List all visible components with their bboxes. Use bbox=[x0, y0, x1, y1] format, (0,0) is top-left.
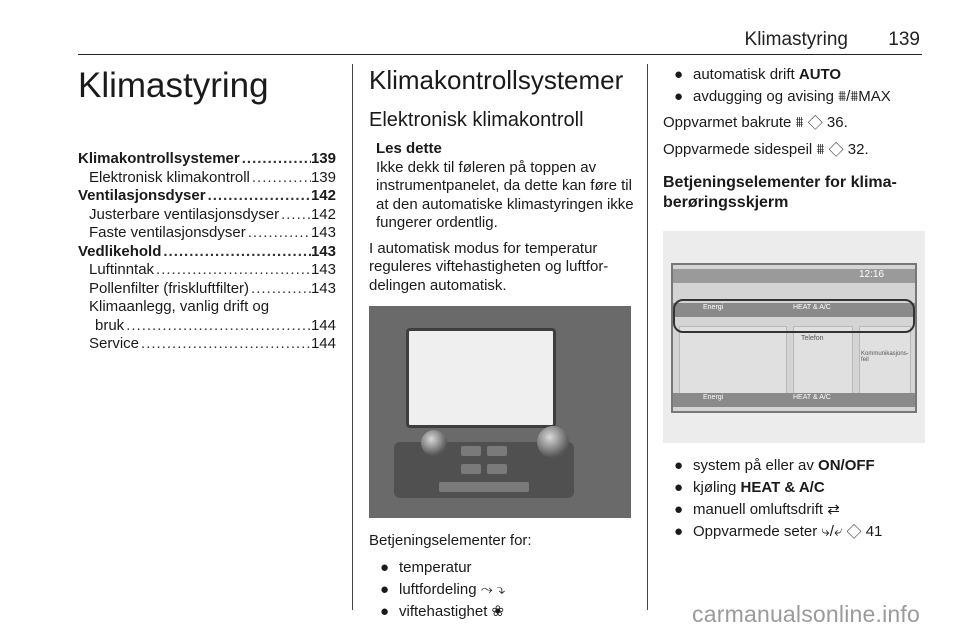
list-item-text: system på eller av bbox=[693, 457, 819, 474]
toc-entry-text: Justerbare ventilasjonsdyser bbox=[89, 205, 280, 223]
touchscreen-heading: Betjeningselementer for klima-berøringsskjerm bbox=[663, 174, 897, 211]
controls-list bbox=[369, 557, 635, 623]
list-item: ● manuell omluftsdrift ⇄ bbox=[663, 499, 928, 521]
toc-entry-text: Ventilasjonsdyser bbox=[78, 187, 206, 204]
intro-paragraph: I automatisk modus for temperatur reguleres viftehastigheten og luftfor-delingen automatisk. bbox=[369, 239, 609, 294]
toc-leader-dots bbox=[279, 206, 311, 225]
toc-entry-page: 144 bbox=[310, 316, 336, 334]
touchscreen-illustration bbox=[663, 231, 925, 443]
toc-entry-page: 143 bbox=[310, 261, 336, 278]
toc-entry-text: Service bbox=[89, 335, 140, 352]
highlight-outline bbox=[673, 299, 915, 333]
list-item: ● system på eller av ON/OFF bbox=[674, 457, 875, 474]
toc-leader-dots bbox=[250, 169, 311, 188]
toc-entry bbox=[78, 169, 336, 188]
right-knob-illustration bbox=[537, 426, 569, 458]
toc-entry-page: 139 bbox=[310, 168, 336, 186]
watermark: carmanualsonline.info bbox=[692, 601, 920, 627]
toc-entry bbox=[78, 224, 336, 243]
list-item: ● kjøling HEAT & A/C bbox=[674, 479, 825, 496]
header-page-number: 139 bbox=[888, 29, 920, 50]
screen-label: Kommunikasjons-feil bbox=[861, 351, 909, 363]
toc-entry-text: Klimaanlegg, vanlig drift og bbox=[89, 298, 270, 315]
toc-entry bbox=[78, 206, 336, 225]
screen-label: Energi bbox=[703, 394, 724, 401]
column-divider-1 bbox=[352, 64, 353, 610]
toc-entry bbox=[78, 335, 336, 354]
toc-entry-page: 139 bbox=[310, 150, 336, 167]
panel-button bbox=[461, 446, 481, 456]
toc-entry-text: Luftinntak bbox=[89, 261, 155, 278]
screen-label: Telefon bbox=[801, 335, 824, 342]
list-item-text: avdugging og avising ⩩/⩩MAX bbox=[693, 88, 891, 105]
toc-entry bbox=[78, 298, 336, 317]
toc-entry-page: 143 bbox=[310, 224, 336, 241]
list-item-bold: AUTO bbox=[798, 66, 842, 83]
toc-leader-dots bbox=[246, 224, 311, 243]
column-divider-2 bbox=[647, 64, 648, 610]
toc-entry bbox=[78, 280, 336, 299]
list-item-bold: ON/OFF bbox=[818, 457, 875, 474]
toc-entry-page: 142 bbox=[310, 187, 336, 204]
list-item-text: temperatur bbox=[399, 558, 472, 576]
toc-entry-page: 144 bbox=[310, 335, 336, 352]
left-column bbox=[78, 64, 336, 354]
toc-leader-dots bbox=[124, 317, 311, 336]
controls-label: Betjeningselementer for: bbox=[369, 532, 532, 549]
list-item: ● viftehastighet ❀ bbox=[369, 601, 635, 623]
toc-entry-page: 143 bbox=[310, 279, 336, 297]
toc-entry-page: 142 bbox=[310, 205, 336, 223]
note-title: Les dette bbox=[376, 140, 442, 157]
list-item: ● avdugging og avising ⩩/⩩MAX bbox=[663, 86, 928, 108]
toc-entry bbox=[78, 261, 336, 280]
panel-button bbox=[461, 464, 481, 474]
left-knob-illustration bbox=[421, 430, 447, 456]
list-item-text: automatisk drift bbox=[693, 66, 799, 83]
list-item-text: kjøling bbox=[693, 479, 741, 496]
climate-panel-photo bbox=[369, 306, 631, 518]
list-item-text: manuell omluftsdrift ⇄ bbox=[693, 501, 840, 518]
toc-entry-text: Elektronisk klimakontroll bbox=[89, 168, 250, 186]
toc-entry-text: Faste ventilasjonsdyser bbox=[89, 224, 246, 241]
toc-entry-page: 143 bbox=[310, 242, 336, 260]
list-item: ● luftfordeling ⤳ ⤵ bbox=[369, 579, 635, 601]
toc-leader-dots bbox=[249, 280, 311, 299]
screen-label: HEAT & A/C bbox=[793, 394, 831, 401]
note-body: Ikke dekk til føleren på toppen av instrumentpanelet, da dette kan føre til at den automatiske klimastyringen ikke fungerer ordentlig. bbox=[376, 158, 634, 231]
mode-list bbox=[663, 64, 928, 108]
header-title: Klimastyring bbox=[744, 29, 848, 50]
list-item: ● Oppvarmede seter ⤷/⤶ ◇ 41 bbox=[663, 521, 928, 543]
list-item-text: Oppvarmede seter ⤷/⤶ ◇ 41 bbox=[693, 523, 883, 540]
toc-leader-dots bbox=[240, 150, 311, 169]
list-item: ● temperatur bbox=[369, 557, 635, 579]
list-item-bold: HEAT & A/C bbox=[740, 479, 825, 496]
toc-entry-text: Pollenfilter (friskluftfilter) bbox=[89, 279, 250, 297]
infotainment-screen-illustration bbox=[406, 328, 556, 428]
list-item: ● automatisk drift AUTO bbox=[674, 66, 842, 83]
rear-window-paragraph: Oppvarmet bakrute ⩩ ◇ 36. bbox=[663, 114, 848, 131]
list-item-text: luftfordeling ⤳ ⤵ bbox=[399, 580, 506, 598]
table-of-contents bbox=[78, 150, 336, 354]
toc-entry bbox=[78, 150, 336, 169]
section-title: Klimakontrollsystemer bbox=[369, 65, 624, 95]
toc-entry-text: Vedlikehold bbox=[78, 242, 162, 260]
screen-time: 12:16 bbox=[859, 269, 885, 280]
toc-leader-dots bbox=[161, 243, 311, 262]
screen-label: HEAT & A/C bbox=[793, 304, 831, 311]
toc-entry-text: bruk bbox=[95, 316, 125, 334]
chapter-title: Klimastyring bbox=[78, 66, 269, 105]
toc-leader-dots bbox=[154, 261, 311, 280]
toc-leader-dots bbox=[139, 335, 311, 354]
screen-tile bbox=[679, 326, 787, 394]
toc-entry bbox=[78, 187, 336, 206]
panel-button bbox=[487, 464, 507, 474]
toc-entry bbox=[78, 243, 336, 262]
list-item-text: viftehastighet ❀ bbox=[399, 602, 505, 620]
header-rule bbox=[78, 54, 922, 55]
toc-entry bbox=[78, 317, 336, 336]
middle-column bbox=[369, 64, 635, 623]
panel-button-row bbox=[439, 482, 529, 492]
panel-button bbox=[487, 446, 507, 456]
side-mirror-paragraph: Oppvarmede sidespeil ⩩ ◇ 32. bbox=[663, 140, 869, 158]
toc-entry-text: Klimakontrollsystemer bbox=[78, 150, 240, 167]
subsection-title: Elektronisk klimakontroll bbox=[369, 109, 584, 131]
right-column bbox=[663, 64, 928, 543]
toc-leader-dots bbox=[206, 187, 311, 206]
screen-label: Energi bbox=[703, 304, 724, 311]
note-box bbox=[369, 140, 635, 233]
touchscreen-controls-list bbox=[663, 455, 928, 543]
